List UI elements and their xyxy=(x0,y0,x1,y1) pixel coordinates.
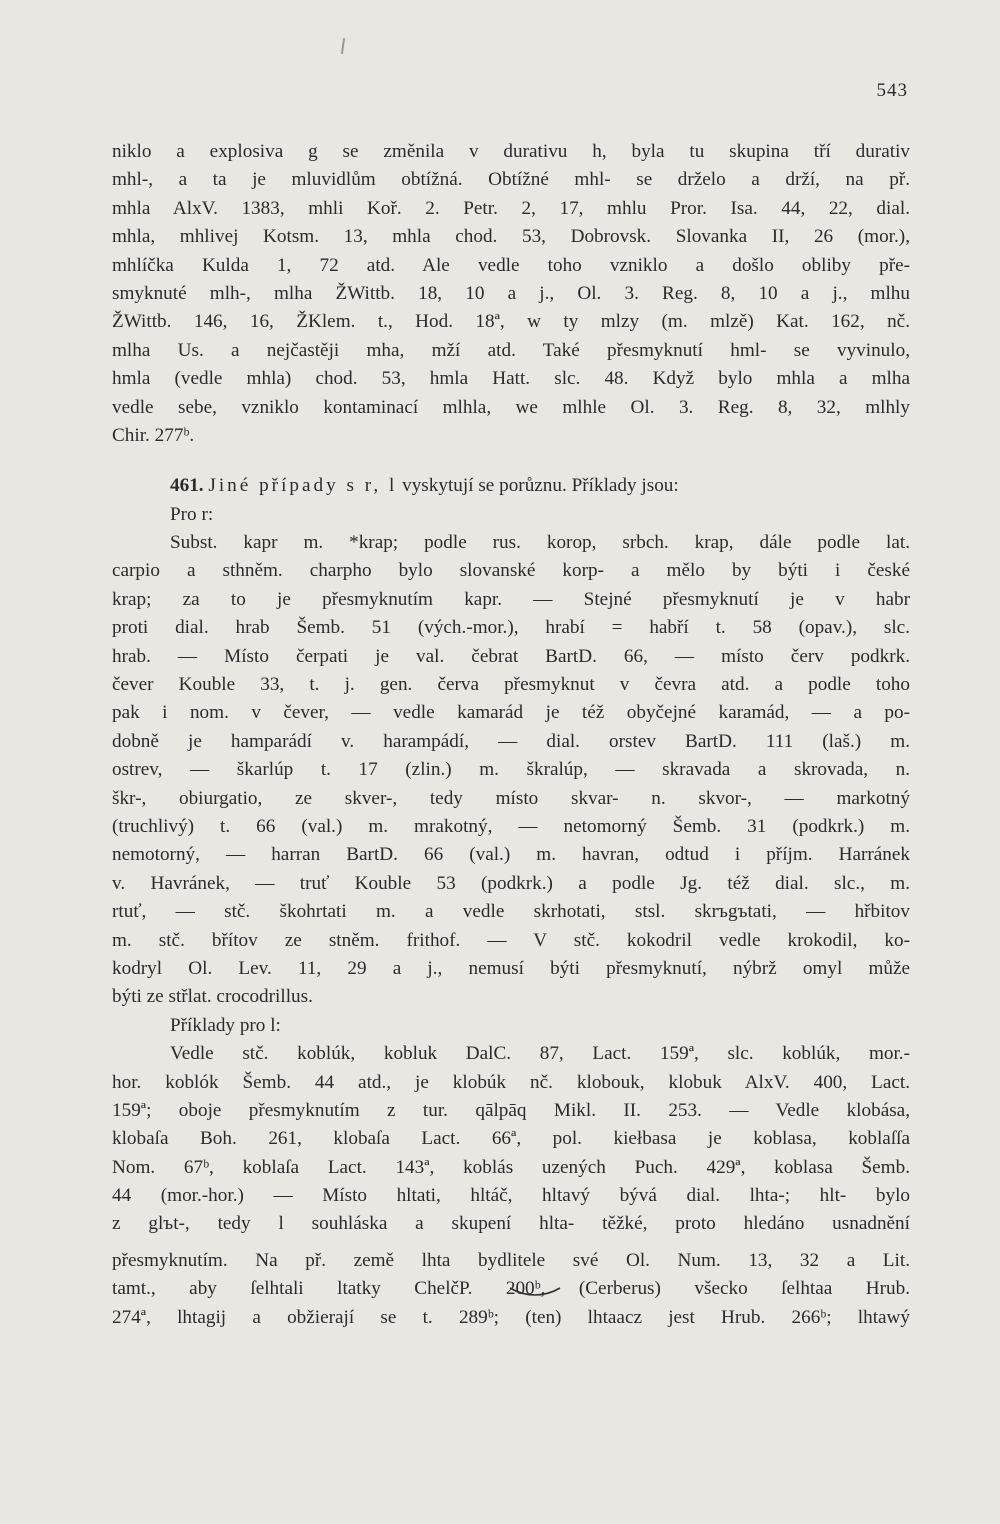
text-line: nemotorný, — harran BartD. 66 (val.) m. havran, odtud i příjm. Harránek xyxy=(112,844,910,866)
section-number: 461. xyxy=(170,475,204,497)
text-line: m. stč. břítov ze stněm. frithof. — V stč. kokodril vedle krokodil, ko- xyxy=(112,929,910,951)
text-line: Nom. 67ᵇ, koblaſa Lact. 143ª, koblás uzených Puch. 429ª, koblasa Šemb. xyxy=(112,1156,910,1178)
subheading-l: Příklady pro l: xyxy=(170,1014,281,1036)
text-line: 159ª; oboje přesmyknutím z tur. qālpāq Mikl. II. 253. — Vedle klobása, xyxy=(112,1099,910,1121)
text-line: mhl-, a ta je mluvidlům obtížná. Obtížné mhl- se drželo a drží, na př. xyxy=(112,169,910,191)
text-line: býti ze střlat. crocodrillus. xyxy=(112,986,313,1008)
text-line: vedle sebe, vzniklo kontaminací mlhla, we mlhle Ol. 3. Reg. 8, 32, mlhly xyxy=(112,396,910,418)
text-line: Vedle stč. koblúk, kobluk DalC. 87, Lact. 159ª, slc. koblúk, mor.- xyxy=(170,1043,910,1065)
underbrace-mark xyxy=(508,1287,562,1297)
text-line: mhla AlxV. 1383, mhli Koř. 2. Petr. 2, 17, mhlu Pror. Isa. 44, 22, dial. xyxy=(112,197,910,219)
text-line: ŽWittb. 146, 16, ŽKlem. t., Hod. 18ª, w ty mlzy (m. mlzě) Kat. 162, nč. xyxy=(112,311,910,333)
text-line: Chir. 277ᵇ. xyxy=(112,424,195,446)
text-line: hor. koblók Šemb. 44 atd., je klobúk nč. klobouk, klobuk AlxV. 400, Lact. xyxy=(112,1071,910,1093)
text-line: tamt., aby ſelhtali ltatky ChelčP. 200ᵇ, (Cerberus) všecko ſelhtaa Hrub. xyxy=(112,1278,910,1300)
text-line: hrab. — Místo čerpati je val. čebrat BartD. 66, — místo červ podkrk. xyxy=(112,645,910,667)
text-line: přesmyknutím. Na př. země lhta bydlitele své Ol. Num. 13, 32 a Lit. xyxy=(112,1249,910,1271)
text-line: v. Havránek, — truť Kouble 53 (podkrk.) a podle Jg. též dial. slc., m. xyxy=(112,872,910,894)
text-line: ostrev, — škarlúp t. 17 (zlin.) m. škralúp, — skravada a skrovada, n. xyxy=(112,759,910,781)
section-title: Jiné případy s r, l xyxy=(208,475,398,497)
text-line: z glъt-, tedy l souhláska a skupení hlta- těžké, proto hledáno usnadnění xyxy=(112,1213,910,1235)
text-line: rtuť, — stč. škohrtati m. a vedle skrhotati, stsl. skrъgъtati, — hřbitov xyxy=(112,901,910,923)
text-line: carpio a sthněm. charpho bylo slovanské korp- a mělo by býti i české xyxy=(112,560,910,582)
text-line: mhlíčka Kulda 1, 72 atd. Ale vedle toho vzniklo a došlo obliby pře- xyxy=(112,254,910,276)
text-line: 44 (mor.-hor.) — Místo hltati, hltáč, hltavý bývá dial. lhta-; hlt- bylo xyxy=(112,1185,910,1207)
stray-pencil-mark xyxy=(341,38,345,54)
text-line: kodryl Ol. Lev. 11, 29 a j., nemusí býti přesmyknutí, nýbrž omyl může xyxy=(112,957,910,979)
text-line: niklo a explosiva g se změnila v durativu h, byla tu skupina tří durativ xyxy=(112,141,910,162)
text-line: klobaſa Boh. 261, klobaſa Lact. 66ª, pol. kiełbasa je koblasa, koblaſſa xyxy=(112,1128,910,1150)
text-line: čever Kouble 33, t. j. gen. červa přesmyknut v čevra atd. a podle toho xyxy=(112,674,910,696)
body-text xyxy=(112,138,910,1332)
text-line: Subst. kapr m. *krap; podle rus. korop, srbch. krap, dále podle lat. xyxy=(170,532,910,554)
text-line: proti dial. hrab Šemb. 51 (vých.-mor.), hrabí = habří t. 58 (opav.), slc. xyxy=(112,617,910,639)
text-line: škr-, obiurgatio, ze skver-, tedy místo skvar- n. skvor-, — markotný xyxy=(112,787,910,809)
section-heading xyxy=(112,472,910,500)
subheading-r: Pro r: xyxy=(170,503,214,525)
page-number: 543 xyxy=(876,80,908,101)
section-title-rest: vyskytují se porůznu. Příklady jsou: xyxy=(397,475,679,497)
text-line: dobně je hamparádí v. harampádí, — dial. orstev BartD. 111 (laš.) m. xyxy=(112,730,910,752)
text-line: hmla (vedle mhla) chod. 53, hmla Hatt. slc. 48. Když bylo mhla a mlha xyxy=(112,368,910,390)
text-line: 274ª, lhtagij a obžierají se t. 289ᵇ; (ten) lhtaacz jest Hrub. 266ᵇ; lhtawý xyxy=(112,1306,910,1328)
text-line: mlha Us. a nejčastěji mha, mží atd. Také přesmyknutí hml- se vyvinulo, xyxy=(112,339,910,361)
text-line: mhla, mhlivej Kotsm. 13, mhla chod. 53, Dobrovsk. Slovanka II, 26 (mor.), xyxy=(112,226,910,248)
text-line: krap; za to je přesmyknutím kapr. — Stejné přesmyknutí je v habr xyxy=(112,588,910,610)
text-line: pak i nom. v čever, — vedle kamarád je též obyčejné karamád, — a po- xyxy=(112,702,910,724)
text-line: (truchlivý) t. 66 (val.) m. mrakotný, — netomorný Šemb. 31 (podkrk.) m. xyxy=(112,815,910,837)
text-line: smyknuté mlh-, mlha ŽWittb. 18, 10 a j., Ol. 3. Reg. 8, 10 a j., mlhu xyxy=(112,282,910,304)
